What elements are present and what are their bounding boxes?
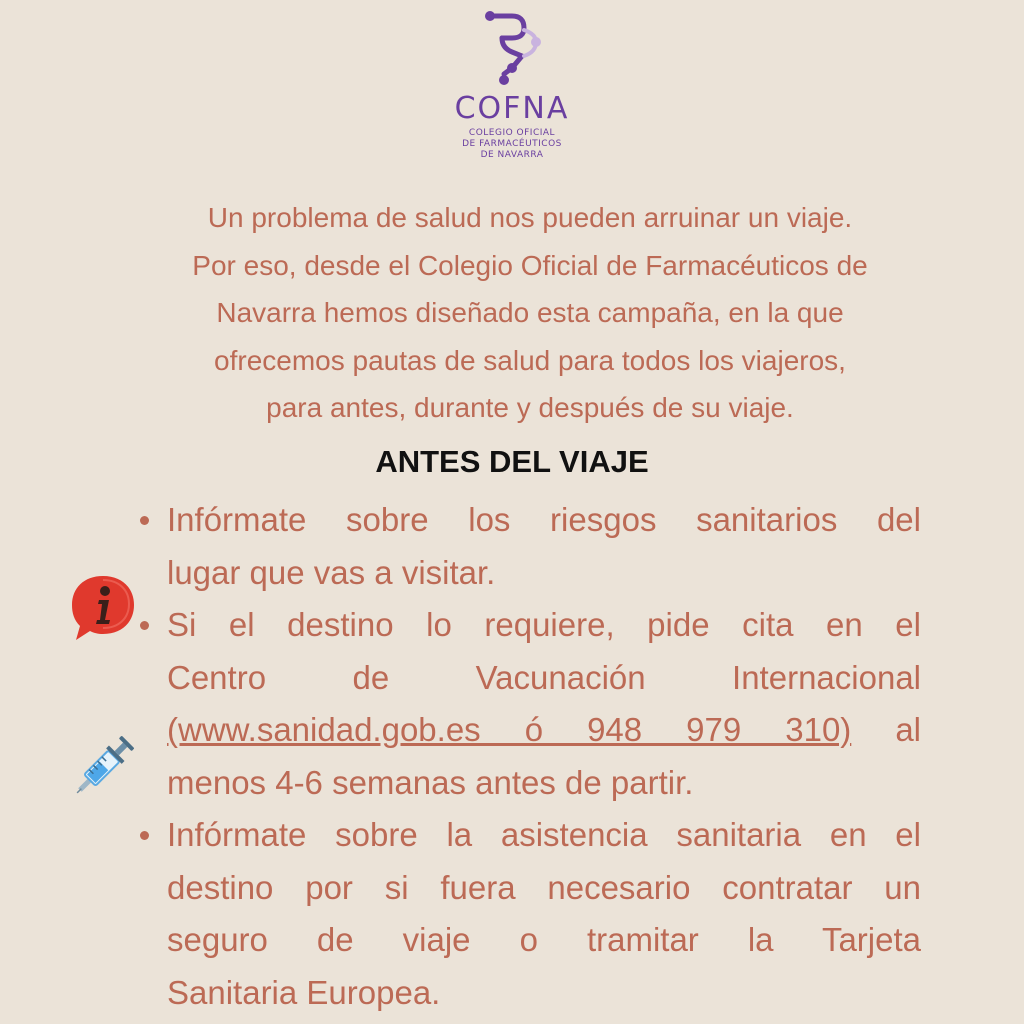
list-item [138, 494, 921, 599]
vaccination-contact-link[interactable]: (www.sanidad.gob.es ó 948 979 310) [167, 711, 852, 748]
list-item-line: menos 4-6 semanas antes de partir. [167, 763, 694, 801]
intro-line: Por eso, desde el Colegio Oficial de Farmacéuticos de [192, 249, 868, 281]
logo-subtitle-line: DE NAVARRA [480, 150, 544, 160]
list-item-line: Infórmate sobre la asistencia sanitaria en el [167, 816, 921, 853]
intro-line: Un problema de salud nos pueden arruinar un viaje. [207, 202, 853, 233]
list-item-line: Si el destino lo requiere, pide cita en el [167, 606, 921, 643]
logo-subtitle-line: DE FARMACÉUTICOS [462, 139, 562, 149]
intro-line: ofrecemos pautas de salud para todos los viajeros, [214, 344, 846, 376]
checklist [138, 494, 921, 1019]
syringe-icon [64, 726, 144, 806]
list-item-line: destino por si fuera necesario contratar un [167, 868, 921, 906]
info-speech-bubble-icon [68, 572, 138, 644]
cofna-logo-mark-icon [472, 8, 552, 88]
list-item [138, 599, 921, 809]
logo-subtitle-line: COLEGIO OFICIAL [468, 128, 556, 138]
intro-paragraph [100, 194, 960, 432]
list-item [138, 809, 921, 1019]
list-item-line: lugar que vas a visitar. [167, 553, 496, 591]
cofna-logo [0, 8, 1024, 161]
list-item-line: Sanitaria Europea. [167, 973, 441, 1011]
list-item-line: Infórmate sobre los riesgos sanitarios del [167, 501, 921, 538]
intro-line: para antes, durante y después de su viaje. [266, 392, 794, 423]
intro-line: Navarra hemos diseñado esta campaña, en la que [216, 297, 844, 328]
list-item-text: al [851, 711, 922, 748]
logo-name: COFNA [454, 91, 570, 126]
logo-subtitle [0, 128, 1024, 161]
section-title: ANTES DEL VIAJE [375, 444, 649, 479]
list-item-line: Centro de Vacunación Internacional [167, 658, 921, 696]
list-item-line: seguro de viaje o tramitar la Tarjeta [167, 921, 921, 958]
list-item-link-line [167, 704, 921, 757]
